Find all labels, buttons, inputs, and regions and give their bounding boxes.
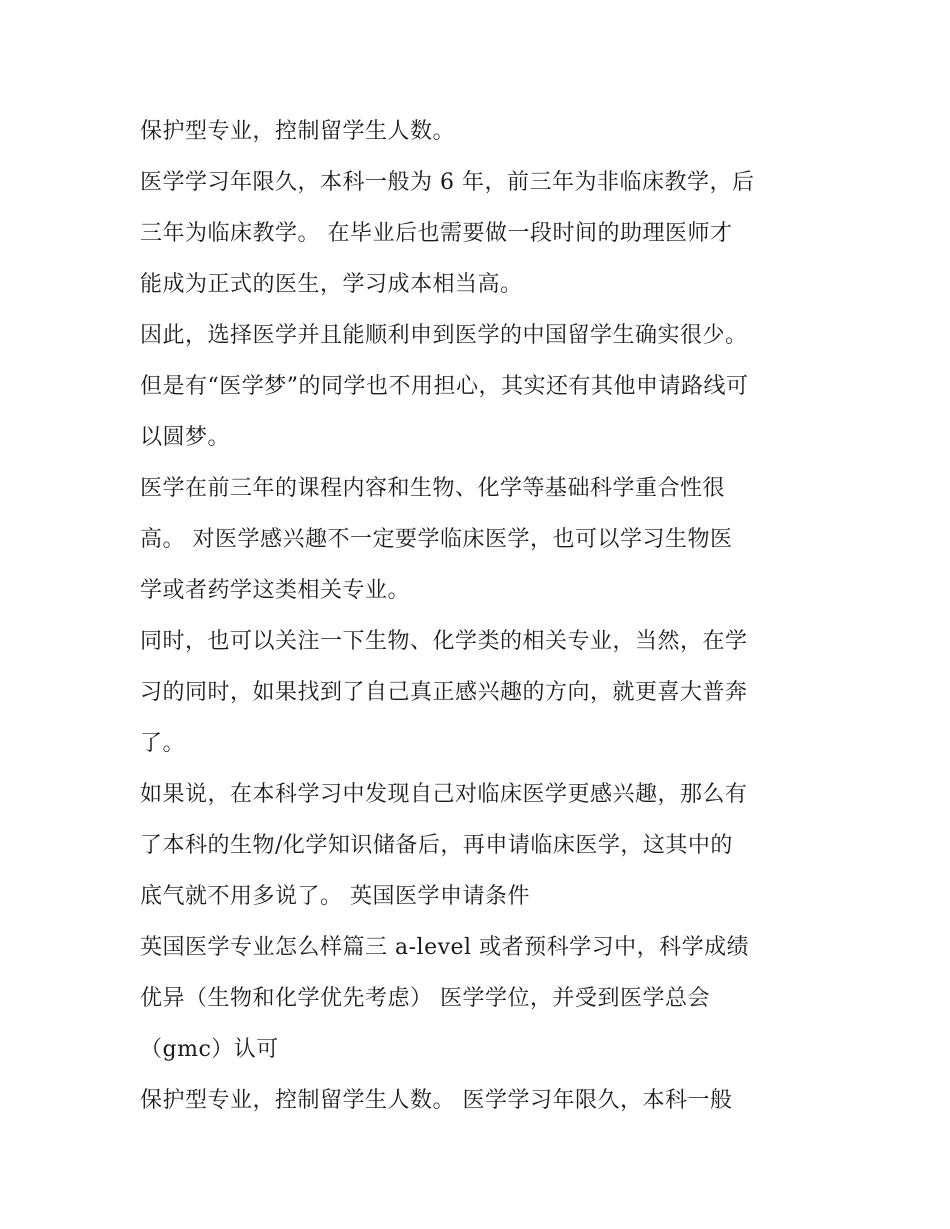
text-line: 能成为正式的医生，学习成本相当高。: [140, 272, 523, 297]
text-line: 习的同时，如果找到了自己真正感兴趣的方向，就更喜大普奔: [140, 680, 748, 705]
text-line: 英国医学专业怎么样篇三 a-level 或者预科学习中，科学成绩: [140, 935, 750, 960]
text-line: 三年为临床教学。 在毕业后也需要做一段时间的助理医师才: [140, 221, 733, 246]
text-line: 以圆梦。: [140, 425, 231, 450]
text-line: 同时，也可以关注一下生物、化学类的相关专业，当然，在学: [140, 629, 748, 654]
text-line: 了本科的生物/化学知识储备后，再申请临床医学，这其中的: [140, 833, 733, 858]
text-line: 但是有“医学梦”的同学也不用担心，其实还有其他申请路线可: [140, 374, 749, 399]
text-line: 优异（生物和化学优先考虑） 医学学位，并受到医学总会: [140, 986, 710, 1011]
text-line: 如果说，在本科学习中发现自己对临床医学更感兴趣，那么有: [140, 782, 748, 807]
text-line: 保护型专业，控制留学生人数。: [140, 119, 456, 144]
text-line: 医学在前三年的课程内容和生物、化学等基础科学重合性很: [140, 476, 726, 501]
text-line: 学或者药学这类相关专业。: [140, 578, 411, 603]
text-line: 底气就不用多说了。 英国医学申请条件: [140, 884, 530, 909]
document-body: [140, 106, 820, 1126]
text-line: 因此，选择医学并且能顺利申到医学的中国留学生确实很少。: [140, 323, 748, 348]
text-line: （gmc）认可: [140, 1037, 279, 1062]
text-line: 高。 对医学感兴趣不一定要学临床医学，也可以学习生物医: [140, 527, 733, 552]
text-line: 医学学习年限久，本科一般为 6 年，前三年为非临床教学，后: [140, 170, 755, 195]
text-line: 保护型专业，控制留学生人数。 医学学习年限久，本科一般: [140, 1088, 733, 1113]
text-line: 了。: [140, 731, 186, 756]
